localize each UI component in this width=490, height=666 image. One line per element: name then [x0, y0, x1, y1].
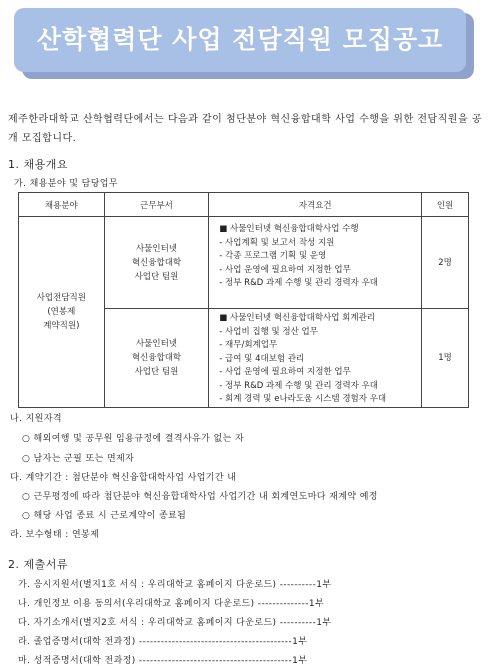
requirement-line: - 각종 프로그램 기획 및 운영 [219, 251, 327, 261]
intro-paragraph: 제주한라대학교 산학협력단에서는 다음과 같이 첨단분야 혁신융합대학 사업 수행을 위한 전담직원을 공개 모집합니다. [8, 114, 482, 144]
list-item: 마. 성적증명서(대학 전과정) ------------------------------------------1부 [18, 656, 308, 666]
list-item: 가. 응시지원서(별지1호 서식 : 우리대학교 홈페이지 다운로드) ----------1부 [18, 580, 332, 590]
section-2-heading: 2. 제출서류 [8, 558, 68, 571]
requirement-line: - 사업 운영에 필요하여 지정한 업무 [219, 367, 351, 377]
list-item: ○ 근무평정에 따라 첨단분야 혁신융합대학사업 사업기간 내 회계연도마다 재계약 예정 [22, 492, 378, 502]
count-cell: 2명 [422, 217, 469, 309]
requirement-line: - 사업계획 및 보고서 작성 지원 [219, 237, 335, 248]
sub-heading-ra: 라. 보수형태 : 연봉제 [10, 530, 100, 540]
requirement-line: - 사업 운영에 필요하여 지정한 업무 [219, 264, 351, 275]
field-cell: 사업전담직원 (연봉제 계약직원) [19, 217, 105, 408]
table-row [19, 217, 469, 309]
list-item: 다. 자기소개서(별지2호 서식 : 우리대학교 홈페이지 다운로드) ----------1부 [18, 618, 332, 628]
requirement-line: - 재무/회계업무 [219, 340, 278, 350]
sub-heading-da: 다. 계약기간 : 첨단분야 혁신융합대학사업 사업기간 내 [10, 473, 237, 483]
requirement-line: ■ 사물인터넷 혁신융합대학사업 회계관리 [219, 313, 376, 323]
sub-heading-ga: 가. 채용분야 및 담당업무 [14, 179, 118, 189]
header-count: 인원 [422, 193, 469, 217]
requirement-line: - 급여 및 4대보험 관리 [219, 353, 305, 364]
dept-cell: 사물인터넷 혁신융합대학 사업단 팀원 [104, 309, 209, 408]
sub-heading-na: 나. 지원자격 [10, 414, 62, 424]
recruitment-table [18, 192, 469, 408]
header-field: 채용분야 [19, 193, 105, 217]
list-item: 나. 개인정보 이용 동의서(우리대학교 홈페이지 다운로드) --------------1부 [18, 599, 325, 609]
list-item: ○ 해외여행 및 공무원 임용규정에 결격사유가 없는 자 [22, 434, 245, 444]
requirement-line: - 회계 경력 및 e나라도움 시스템 경험자 우대 [219, 394, 387, 404]
requirement-line: - 정부 R&D 과제 수행 및 관리 경력자 우대 [219, 380, 378, 391]
dept-cell: 사물인터넷 혁신융합대학 사업단 팀원 [104, 217, 209, 309]
list-item: ○ 해당 사업 종료 시 근로계약이 종료됨 [22, 511, 187, 521]
requirement-line: ■ 사물인터넷 혁신융합대학사업 수행 [219, 224, 359, 234]
list-item: 라. 졸업증명서(대학 전과정) ------------------------------------------1부 [18, 637, 308, 647]
list-item: ○ 남자는 군필 또는 면제자 [22, 454, 135, 464]
table-header-row [19, 193, 469, 217]
page-title: 산학협력단 사업 전담직원 모집공고 [36, 25, 444, 54]
section-1-heading: 1. 채용개요 [8, 158, 68, 171]
requirement-line: - 정부 R&D 과제 수행 및 관리 경력자 우대 [219, 278, 378, 288]
header-dept: 근무부서 [104, 193, 209, 217]
requirements-cell [209, 309, 422, 408]
header-requirements: 자격요건 [209, 193, 422, 217]
count-cell: 1명 [422, 309, 469, 408]
requirements-cell [209, 217, 422, 309]
requirement-line: - 사업비 집행 및 정산 업무 [219, 326, 318, 337]
